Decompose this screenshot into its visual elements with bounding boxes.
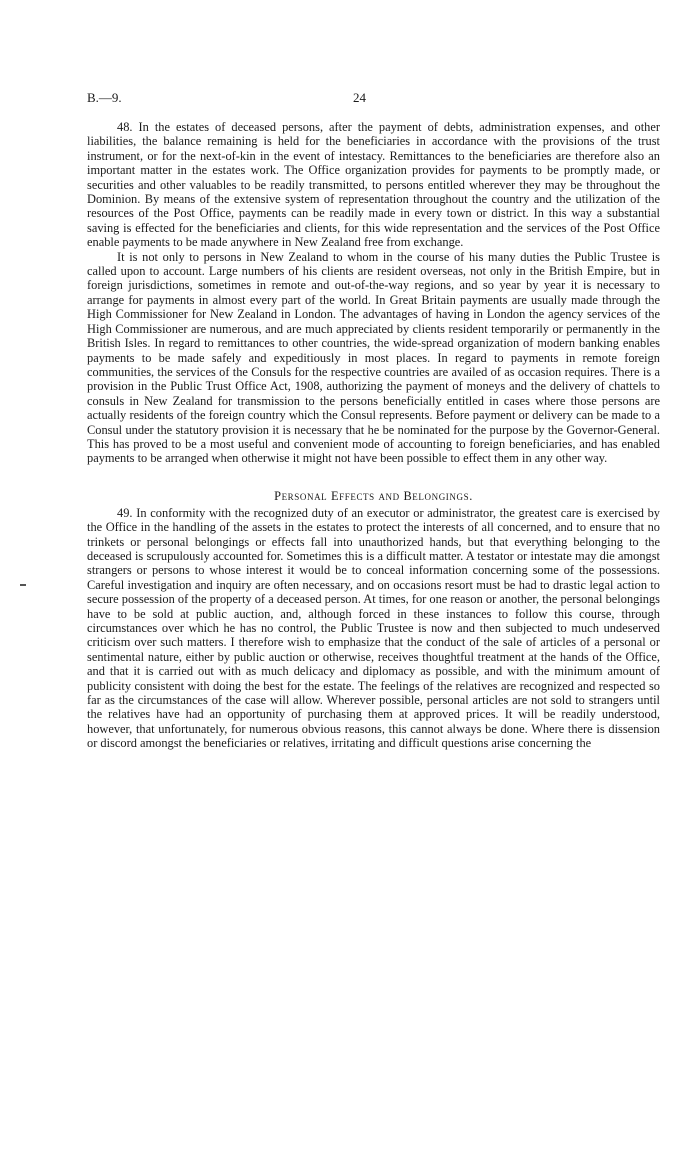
document-page [87,88,660,751]
paragraph-48-continued: It is not only to persons in New Zealand to whom in the course of his many duties the Public Trustee is called upon to account. Large numbers of his clients are resident overseas, not only in the British Empire, but in foreign jurisdictions, sometimes in remote and out-of-the-way regions, and so year by year it is necessary to arrange for payments in almost every part of the world. In Great Britain payments are usually made through the High Commissioner for New Zealand in London. The advantages of having in London the agency services of the High Commissioner are numerous, and are much appreciated by clients resident temporarily or permanently in the British Isles. In regard to remittances to other countries, the wide-spread organization of modern banking enables payments to be made safely and expeditiously in most places. In regard to payments in remote foreign communities, the services of the Consuls for the respective countries are availed of as occasion requires. There is a provision in the Public Trust Office Act, 1908, authorizing the payment of moneys and the delivery of chattels to consuls in New Zealand for transmission to the persons beneficially entitled in cases where those persons are actually residents of the foreign country which the Consul represents. Before payment or delivery can be made to a Consul under the statutory provision it is necessary that he be nominated for the purpose by the Governor-General. This has proved to be a most useful and convenient mode of accounting to foreign beneficiaries, and has enabled payments to be arranged when otherwise it might not have been possible to effect them in any other way. [87,249,660,466]
page-number: 24 [353,90,366,105]
document-reference: B.—9. [87,90,122,105]
page-header [87,88,660,108]
margin-mark [20,584,26,586]
paragraph-49: 49. In conformity with the recognized duty of an executor or administrator, the greatest care is exercised by the Office in the handling of the assets in the estates to protect the interests of all concerned, and to ensure that no trinkets or personal belongings or effects fall into unauthorized hands, but that everything belonging to the deceased is scrupulously accounted for. Sometimes this is a difficult matter. A testator or intestate may die amongst strangers or persons to whose interest it would be to conceal information concerning some of the possessions. Careful investigation and inquiry are often necessary, and on occasions resort must be had to drastic legal action to secure possession of the property of a deceased person. At times, for one reason or another, the personal belongings have to be sold at public auction, and, although forced in these instances to follow this course, through circumstances over which he has no control, the Public Trustee is now and then subjected to much undeserved criticism over such matters. I therefore wish to emphasize that the conduct of the sale of articles of a personal or sentimental nature, either by public auction or otherwise, receives thoughtful treatment at the hands of the Office, and that it is carried out with as much delicacy and diplomacy as possible, and with the minimum amount of publicity consistent with doing the best for the estate. The feelings of the relatives are recognized and respected so far as the circumstances of the case will allow. Wherever possible, personal articles are not sold to strangers until the relatives have had an opportunity of purchasing them at approved prices. It will be readily understood, however, that unfortunately, for numerous obvious reasons, this cannot always be done. Where there is dissension or discord amongst the beneficiaries or relatives, irritating and difficult questions arise concerning the [87,505,660,751]
section-heading: Personal Effects and Belongings. [274,488,473,503]
paragraph-48: 48. In the estates of deceased persons, after the payment of debts, administration expenses, and other liabilities, the balance remaining is held for the beneficiaries in accordance with the provisions of the trust instrument, or for the next-of-kin in the event of intestacy. Remittances to the beneficiaries are therefore also an important matter in the estates work. The Office organization provides for payments to be promptly made, or securities and other valuables to be readily transmitted, to persons entitled wherever they may be throughout the Dominion. By means of the extensive system of representation throughout the country and the utilization of the resources of the Post Office, payments can be readily made in every town or district. In this way a substantial saving is effected for the beneficiaries and clients, for this wide representation and the services of the Post Office enable payments to be made anywhere in New Zealand free from exchange. [87,120,660,250]
